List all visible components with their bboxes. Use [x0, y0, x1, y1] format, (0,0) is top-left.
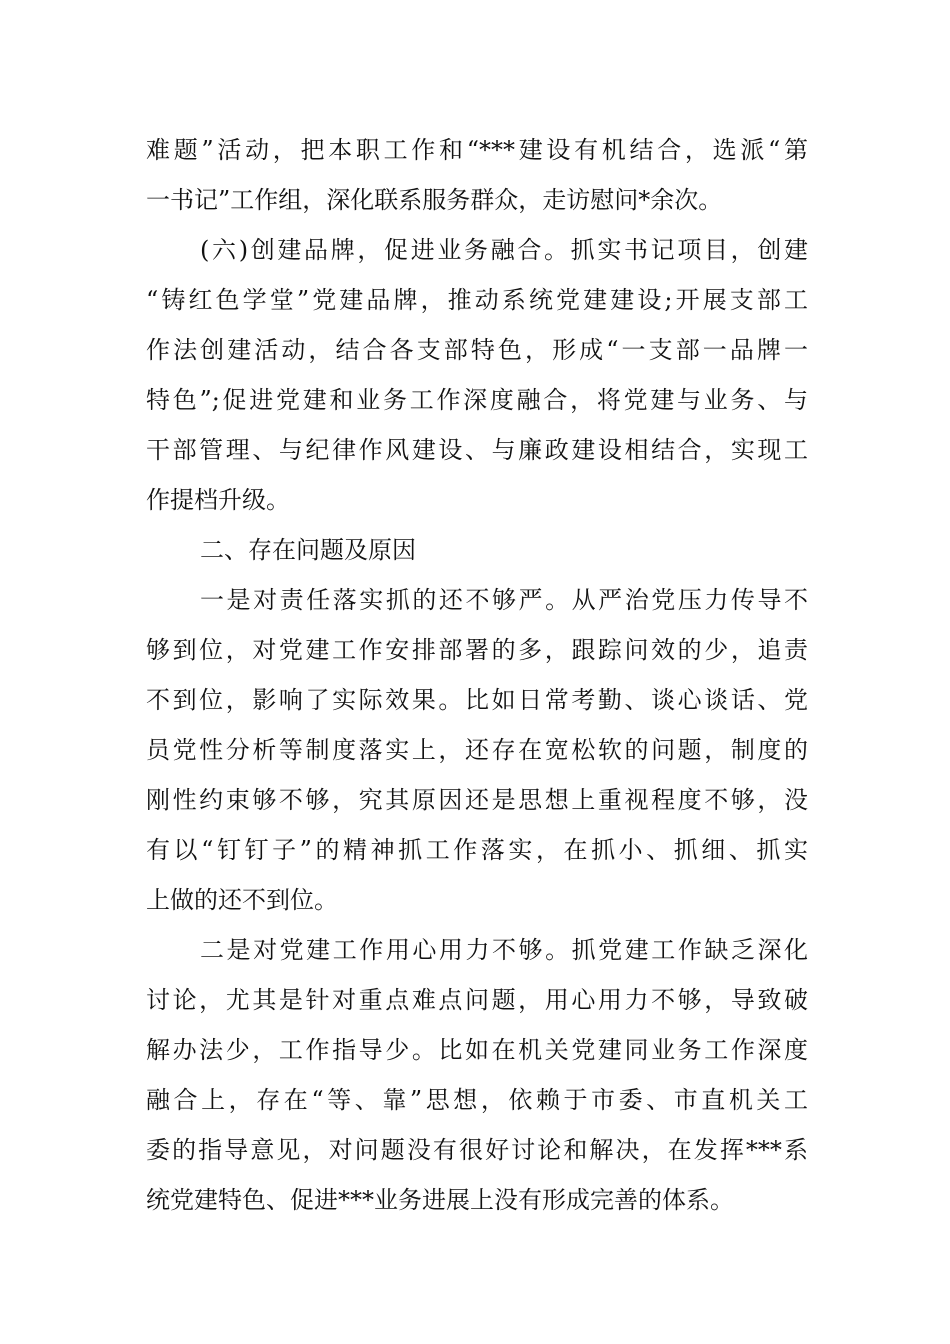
- text-line: 委的指导意见，对问题没有很好讨论和解决，在发挥***系: [146, 1136, 808, 1164]
- text-line: 够到位，对党建工作安排部署的多，跟踪问效的少，追责: [146, 636, 808, 664]
- text-line: 上做的还不到位。: [146, 886, 338, 914]
- text-line: 作提档升级。: [146, 486, 290, 514]
- text-line: “铸红色学堂”党建品牌，推动系统党建建设;开展支部工: [146, 286, 808, 314]
- text-line: 解办法少，工作指导少。比如在机关党建同业务工作深度: [146, 1036, 808, 1064]
- text-line: 有以“钉钉子”的精神抓工作落实，在抓小、抓细、抓实: [146, 836, 808, 864]
- text-line: 难题”活动，把本职工作和“***建设有机结合，选派“第: [146, 136, 808, 164]
- text-line: 不到位，影响了实际效果。比如日常考勤、谈心谈话、党: [146, 686, 808, 714]
- text-line: 刚性约束够不够，究其原因还是思想上重视程度不够，没: [146, 786, 808, 814]
- text-line: 特色”;促进党建和业务工作深度融合，将党建与业务、与: [146, 386, 808, 414]
- text-line: (六)创建品牌，促进业务融合。抓实书记项目，创建: [200, 236, 808, 264]
- text-line: 融合上，存在“等、靠”思想，依赖于市委、市直机关工: [146, 1086, 808, 1114]
- text-line: 干部管理、与纪律作风建设、与廉政建设相结合，实现工: [146, 436, 808, 464]
- text-line: 二是对党建工作用心用力不够。抓党建工作缺乏深化: [200, 936, 808, 964]
- text-line: 一书记”工作组，深化联系服务群众，走访慰问*余次。: [146, 186, 723, 214]
- text-line: 统党建特色、促进***业务进展上没有形成完善的体系。: [146, 1186, 734, 1214]
- text-line: 一是对责任落实抓的还不够严。从严治党压力传导不: [200, 586, 808, 614]
- text-line: 讨论，尤其是针对重点难点问题，用心用力不够，导致破: [146, 986, 808, 1014]
- text-line: 作法创建活动，结合各支部特色，形成“一支部一品牌一: [146, 336, 808, 364]
- text-line: 二、存在问题及原因: [200, 536, 416, 564]
- text-line: 员党性分析等制度落实上，还存在宽松软的问题，制度的: [146, 736, 808, 764]
- document-body: [146, 125, 808, 1225]
